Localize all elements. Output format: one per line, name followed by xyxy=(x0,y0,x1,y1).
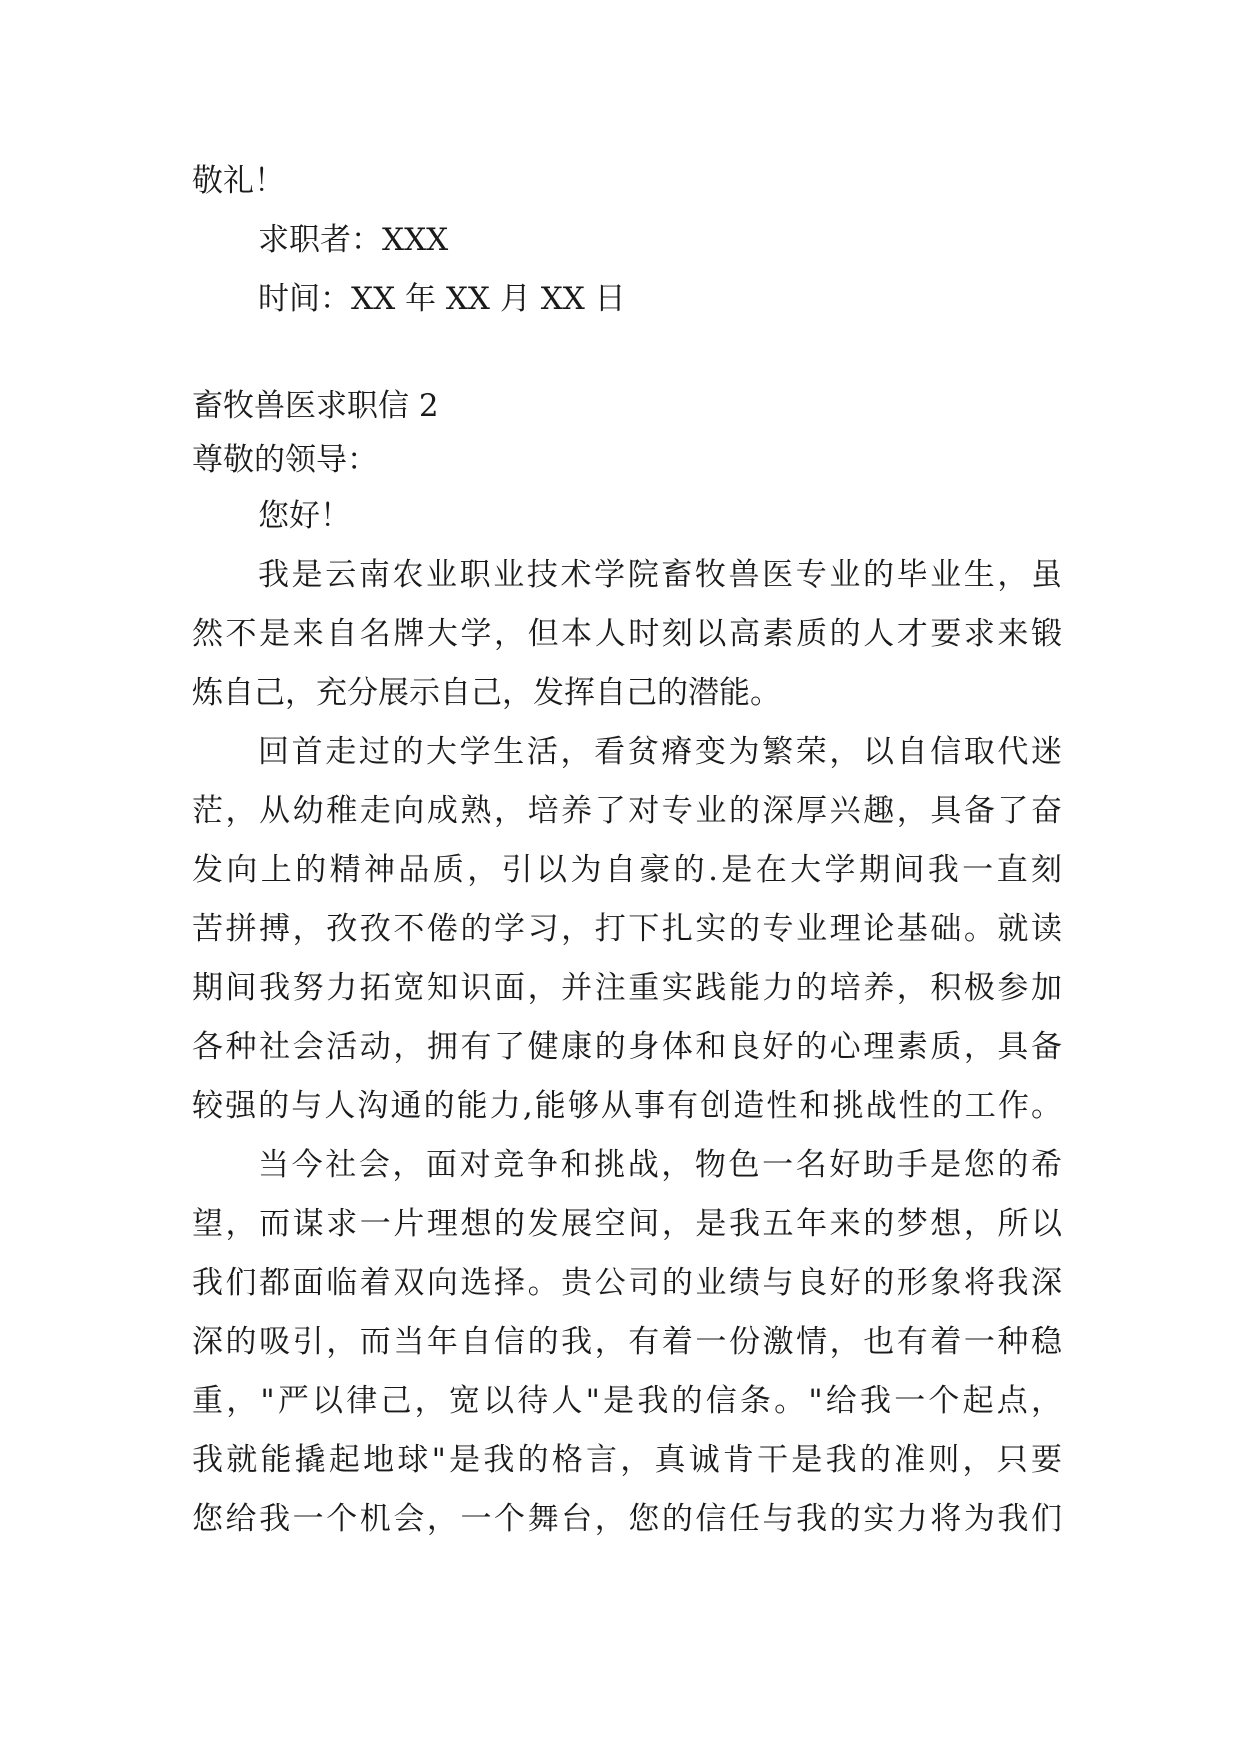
letter-title: 畜牧兽医求职信 2 xyxy=(192,388,439,424)
paragraph-line: 我是云南农业职业技术学院畜牧兽医专业的毕业生，虽 xyxy=(258,557,1062,593)
document-body xyxy=(192,152,1062,1549)
greeting: 您好！ xyxy=(258,498,351,534)
paragraph-line: 苦拼搏，孜孜不倦的学习，打下扎实的专业理论基础。就读 xyxy=(192,911,1062,947)
paragraph-line: 茫，从幼稚走向成熟，培养了对专业的深厚兴趣，具备了奋 xyxy=(192,793,1062,829)
paragraph-3 xyxy=(192,1136,1062,1549)
paragraph-line: 我们都面临着双向选择。贵公司的业绩与良好的形象将我深 xyxy=(192,1265,1062,1301)
paragraph-line: 回首走过的大学生活，看贫瘠变为繁荣，以自信取代迷 xyxy=(258,734,1062,770)
section-gap xyxy=(192,329,1062,379)
signature-line: 求职者：XXX xyxy=(258,222,449,258)
paragraph-line: 然不是来自名牌大学，但本人时刻以高素质的人才要求来锻 xyxy=(192,616,1062,652)
paragraph-line: 当今社会，面对竞争和挑战，物色一名好助手是您的希 xyxy=(258,1147,1062,1183)
closing-salute: 敬礼！ xyxy=(192,163,285,199)
addressee: 尊敬的领导： xyxy=(192,442,378,478)
paragraph-line: 较强的与人沟通的能力,能够从事有创造性和挑战性的工作。 xyxy=(192,1088,1062,1124)
paragraph-line: 期间我努力拓宽知识面，并注重实践能力的培养，积极参加 xyxy=(192,970,1062,1006)
paragraph-2 xyxy=(192,723,1062,1136)
paragraph-line: 各种社会活动，拥有了健康的身体和良好的心理素质，具备 xyxy=(192,1029,1062,1065)
paragraph-1 xyxy=(192,546,1062,723)
paragraph-line: 发向上的精神品质，引以为自豪的.是在大学期间我一直刻 xyxy=(192,852,1062,888)
paragraph-line: 望，而谋求一片理想的发展空间，是我五年来的梦想，所以 xyxy=(192,1206,1062,1242)
date-line: 时间：XX 年 XX 月 XX 日 xyxy=(258,281,626,317)
paragraph-line: 我就能撬起地球"是我的格言，真诚肯干是我的准则，只要 xyxy=(192,1442,1062,1478)
paragraph-line: 您给我一个机会，一个舞台，您的信任与我的实力将为我们 xyxy=(192,1501,1062,1537)
paragraph-line: 炼自己，充分展示自己，发挥自己的潜能。 xyxy=(192,675,781,711)
paragraph-line: 深的吸引，而当年自信的我，有着一份激情，也有着一种稳 xyxy=(192,1324,1062,1360)
paragraph-line: 重，"严以律己，宽以待人"是我的信条。"给我一个起点， xyxy=(192,1383,1062,1419)
